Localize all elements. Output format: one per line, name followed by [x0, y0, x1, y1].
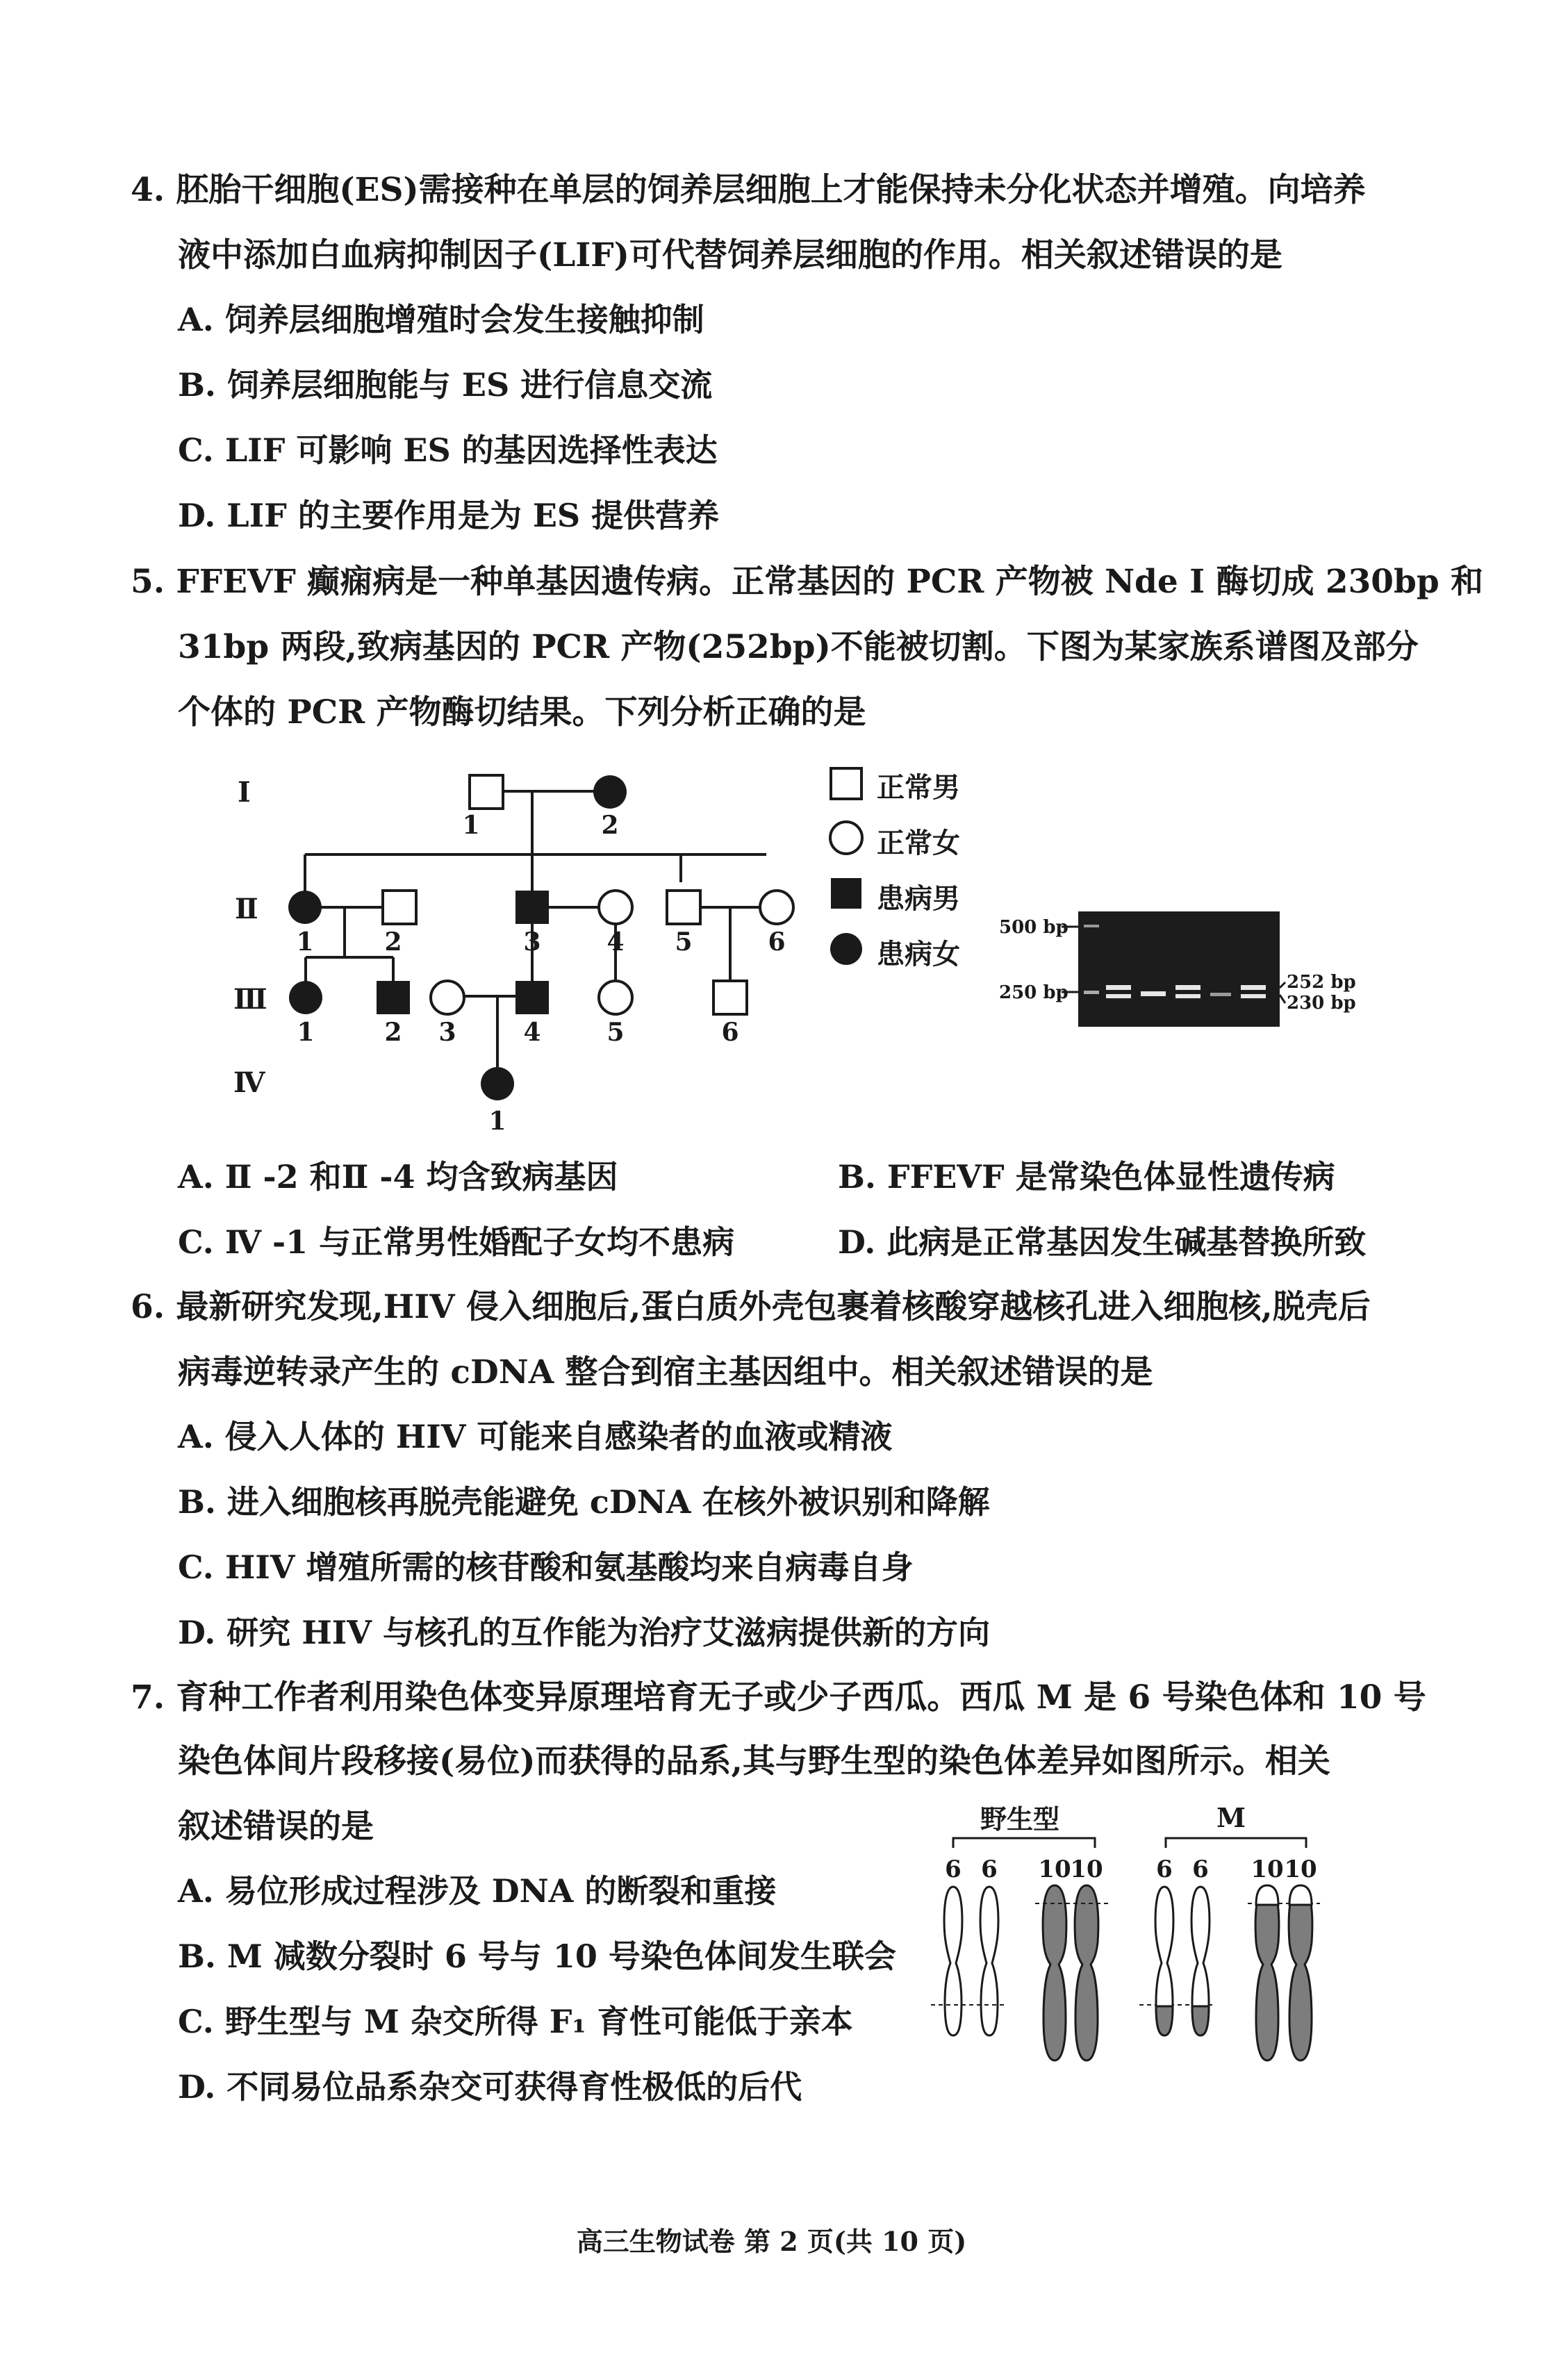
q7-option-d: D. 不同易位品系杂交可获得育性极低的后代: [178, 2068, 802, 2106]
gel-lane-4-lower: [1210, 993, 1231, 996]
II-6-label: 6: [768, 927, 786, 957]
q4-option-c: C. LIF 可影响 ES 的基因选择性表达: [178, 431, 718, 469]
q5-stem-line1: 5. FFEVF 癫痫病是一种单基因遗传病。正常基因的 PCR 产物被 Nde Ⅰ 酶切成 230bp 和: [131, 563, 1484, 601]
q7-option-a: A. 易位形成过程涉及 DNA 的断裂和重接: [178, 1872, 777, 1910]
III-4-label: 4: [523, 1018, 541, 1047]
q7-option-b: B. M 减数分裂时 6 号与 10 号染色体间发生联会: [178, 1937, 896, 1975]
I-1-label: 1: [462, 811, 480, 840]
II-3-affected-male: [515, 891, 549, 924]
q5-option-b: B. FFEVF 是常染色体显性遗传病: [838, 1158, 1335, 1196]
wt-chromosome-10a: [1043, 1885, 1066, 2060]
II-1-affected-female: [288, 891, 322, 924]
legend-affected-female: 患病女: [877, 938, 960, 970]
q4-option-a: A. 饲养层细胞增殖时会发生接触抑制: [178, 301, 704, 338]
q6-stem-line2: 病毒逆转录产生的 cDNA 整合到宿主基因组中。相关叙述错误的是: [178, 1353, 1153, 1391]
gel-lane-3-upper: [1175, 985, 1200, 990]
q7-stem-line2: 染色体间片段移接(易位)而获得的品系,其与野生型的染色体差异如图所示。相关: [178, 1742, 1330, 1780]
q4-stem-line1: 4. 胚胎干细胞(ES)需接种在单层的饲养层细胞上才能保持未分化状态并增殖。向培养: [131, 171, 1366, 209]
gel-background: [1078, 911, 1280, 1027]
wt-chromosome-6b: [980, 1887, 998, 2035]
II-4-label: 4: [607, 927, 625, 957]
page-footer: 高三生物试卷 第 2 页(共 10 页): [576, 2226, 967, 2257]
pedigree-chart: [222, 757, 848, 1146]
legend-normal-male-symbol: [831, 768, 861, 799]
II-5-normal-male: [667, 891, 700, 924]
I-2-label: 2: [601, 811, 619, 840]
wt-chromosome-10b: [1075, 1885, 1098, 2060]
II-1-label: 1: [296, 927, 314, 957]
m-strain-label: M: [1216, 1803, 1246, 1833]
gel-lane-2-lower: [1141, 991, 1166, 996]
generation-label-II: Ⅱ: [235, 893, 258, 925]
legend-affected-male-symbol: [831, 878, 861, 909]
legend-normal-female: 正常女: [877, 827, 960, 859]
q5-stem-line2: 31bp 两段,致病基因的 PCR 产物(252bp)不能被切割。下图为某家族系谱图及部分: [178, 628, 1419, 666]
gel-lane-5-upper: [1241, 985, 1266, 990]
q6-stem-line1: 6. 最新研究发现,HIV 侵入细胞后,蛋白质外壳包裹着核酸穿越核孔进入细胞核,脱壳后: [131, 1288, 1371, 1326]
wt-chromosome-6a: [944, 1887, 962, 2035]
gel-lane-1-upper: [1106, 985, 1131, 990]
legend-normal-female-symbol: [830, 822, 862, 854]
q7-stem-line3: 叙述错误的是: [178, 1808, 374, 1846]
m-chrom-label-10b: 10: [1284, 1856, 1317, 1883]
legend-affected-female-symbol: [830, 933, 862, 965]
wt-chrom-label-10b: 10: [1070, 1856, 1103, 1883]
I-1-normal-male: [470, 775, 503, 809]
m-chromosome-10a: [1255, 1885, 1279, 2060]
II-4-normal-female: [599, 891, 632, 924]
m-chrom-label-6a: 6: [1156, 1856, 1173, 1883]
II-2-label: 2: [384, 927, 402, 957]
III-5-label: 5: [607, 1018, 625, 1047]
IV-1-label: 1: [488, 1107, 506, 1136]
q5-option-d: D. 此病是正常基因发生碱基替换所致: [838, 1223, 1367, 1261]
III-3-label: 3: [438, 1018, 456, 1047]
wt-chrom-label-6a: 6: [945, 1856, 962, 1883]
q7-stem-line1: 7. 育种工作者利用染色体变异原理培育无子或少子西瓜。西瓜 M 是 6 号染色体和 10 号: [131, 1678, 1426, 1717]
q7-option-c: C. 野生型与 M 杂交所得 F₁ 育性可能低于亲本: [178, 2003, 853, 2040]
gel-label-230bp: 230 bp: [1287, 993, 1356, 1014]
q6-option-c: C. HIV 增殖所需的核苷酸和氨基酸均来自病毒自身: [178, 1548, 914, 1586]
III-2-label: 2: [384, 1018, 402, 1047]
generation-label-I: Ⅰ: [238, 776, 251, 809]
gel-lane-5-lower: [1241, 994, 1266, 998]
gel-lane-3-lower: [1175, 994, 1200, 998]
IV-1-affected-female: [481, 1067, 514, 1100]
III-4-affected-male: [515, 981, 549, 1014]
II-3-label: 3: [523, 927, 541, 957]
III-6-label: 6: [721, 1018, 739, 1047]
III-3-normal-female: [431, 981, 464, 1014]
q5-option-c: C. Ⅳ -1 与正常男性婚配子女均不患病: [178, 1223, 735, 1261]
legend-normal-male: 正常男: [877, 771, 960, 804]
q6-option-b: B. 进入细胞核再脱壳能避免 cDNA 在核外被识别和降解: [178, 1483, 990, 1521]
II-6-normal-female: [760, 891, 793, 924]
III-6-normal-male: [713, 981, 747, 1014]
II-5-label: 5: [675, 927, 693, 957]
q4-option-d: D. LIF 的主要作用是为 ES 提供营养: [178, 497, 720, 534]
gel-marker-500bp: 500 bp: [999, 917, 1068, 938]
legend-affected-male: 患病男: [877, 882, 960, 915]
q4-option-b: B. 饲养层细胞能与 ES 进行信息交流: [178, 366, 713, 404]
m-chromosome-10b: [1289, 1885, 1312, 2060]
wt-chrom-label-10a: 10: [1038, 1856, 1071, 1883]
q5-option-a: A. Ⅱ -2 和Ⅱ -4 均含致病基因: [178, 1158, 618, 1196]
gel-electrophoresis-image: [998, 910, 1359, 1035]
III-1-affected-female: [289, 981, 322, 1014]
q6-option-d: D. 研究 HIV 与核孔的互作能为治疗艾滋病提供新的方向: [178, 1614, 990, 1651]
I-2-affected-female: [593, 775, 627, 809]
gel-marker-250bp: 250 bp: [999, 982, 1068, 1003]
wild-type-label: 野生型: [980, 1803, 1060, 1835]
III-2-affected-male: [377, 981, 410, 1014]
generation-label-IV: Ⅳ: [233, 1066, 265, 1099]
m-chrom-label-10a: 10: [1251, 1856, 1284, 1883]
II-2-normal-male: [383, 891, 416, 924]
III-5-normal-female: [599, 981, 632, 1014]
q6-option-a: A. 侵入人体的 HIV 可能来自感染者的血液或精液: [178, 1418, 893, 1455]
generation-label-III: Ⅲ: [233, 983, 267, 1016]
wt-chrom-label-6b: 6: [981, 1856, 998, 1883]
chromosome-figure: [917, 1803, 1334, 2074]
q5-stem-line3: 个体的 PCR 产物酶切结果。下列分析正确的是: [178, 693, 866, 732]
q4-stem-line2: 液中添加白血病抑制因子(LIF)可代替饲养层细胞的作用。相关叙述错误的是: [178, 236, 1282, 274]
III-1-label: 1: [297, 1018, 315, 1047]
legend-symbols: [825, 764, 867, 993]
gel-lane-1-lower: [1106, 994, 1131, 998]
gel-label-252bp: 252 bp: [1287, 972, 1356, 993]
m-chrom-label-6b: 6: [1192, 1856, 1209, 1883]
